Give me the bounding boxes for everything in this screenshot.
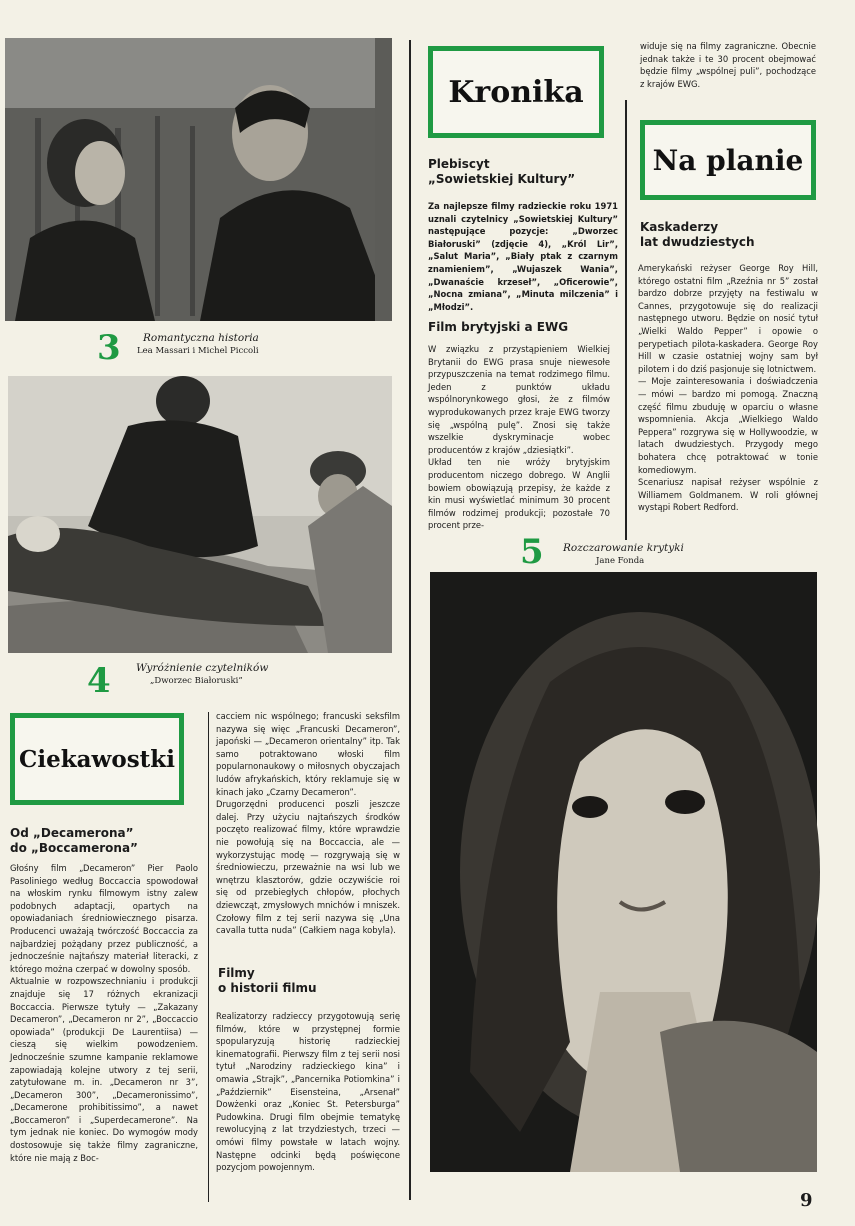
naplanie-badge: Na planie: [640, 120, 816, 200]
kronika-headline-ewg: Film brytyjski a EWG: [428, 320, 569, 334]
photo-romantyczna-historia: [5, 38, 392, 321]
column-rule-bottom-left: [208, 712, 209, 1202]
photo-4-number: 4: [87, 661, 111, 701]
column-rule-right: [625, 100, 627, 540]
kronika-text-ewg-cont: widuje się na filmy zagraniczne. Obecnie jednak także i te 30 procent obejmować będzie filmy „wspólnej puli”, pochodzące z krajów EWG.: [640, 41, 816, 89]
photo-5-title: Rozczarowanie krytyki: [563, 542, 684, 554]
photo-3-credit: Lea Massari i Michel Piccoli: [137, 346, 259, 356]
photo-5-number: 5: [520, 532, 544, 572]
photo-5-credit: Jane Fonda: [596, 556, 645, 566]
naplanie-text: Amerykański reżyser George Roy Hill, którego ostatni film „Rzeźnia nr 5” został bardzo dobrze przyjęty na festiwalu w Cannes, przygotowuje się do realizacji następnego utworu. Będzie on nosić tytuł „Wielki Waldo Pepper” i opowie o perypetiach pilota-kaskadera. George Roy Hill w czasie ostatniej wojny sam był pilotem i do dziś pasjonuje się lotnictwem. — Moje zainteresowania i doświadczenia — mówi — bardzo mi pomogą. Znaczną część filmu zbuduję w oparciu o własne wspomnienia. Akcja „Wielkiego Waldo Peppera” rozgrywa się w Hollywoodzie, w latach dwudziestych. Przygody mego bohatera chcę potraktować w tonie komediowym. Scenariusz napisał reżyser wspólnie z Williamem Goldmanem. W roli głównej wystąpi Robert Redford.: [638, 263, 818, 513]
photo-jane-fonda: [430, 572, 817, 1172]
photo-4-title: Wyróżnienie czytelników: [136, 662, 269, 674]
ciekawostki-text-cont: cacciem nic wspólnego; francuski seksfilm nazywa się więc „Francuski Decameron”, japoński — „Decameron orientalny” itp. Tak samo potraktowano włoski film popularnonaukowy o miłosnych obyczajach ludów afrykańskich, który reklamuje się w kinach jako „Czarny Decameron”. Drugorzędni producenci poszli jeszcze dalej. Przy użyciu najtańszych środków poczęto realizować filmy, które wprawdzie nie powołują się na Boccaccia, ale — wykorzystując modę — rozgrywają się w średniowieczu, przeważnie na wsi lub we wnętrzu klasztorów, gdzie oczywiście roi się od przebiegłych chłopów, płochych dziewcząt, zmysłowych mnichów i mniszek. Czołowy film z tej serii nazywa się „Una cavalla tutta nuda” (Całkiem naga kobyla).: [216, 711, 400, 936]
ciekawostki-headline: Od „Decamerona” do „Boccamerona”: [10, 826, 138, 855]
photo-3-number: 3: [97, 328, 121, 368]
kronika-badge: Kronika: [428, 46, 604, 138]
photo-wyroznienie-czytelnikow: [8, 376, 392, 653]
naplanie-headline: Kaskaderzy lat dwudziestych: [640, 220, 755, 249]
photo-4-credit: „Dworzec Białoruski”: [150, 676, 243, 686]
ciekawostki-badge: Ciekawostki: [10, 713, 184, 805]
filmy-headline: Filmy o historii filmu: [218, 966, 317, 995]
kronika-headline-plebiscyt: Plebiscyt „Sowietskiej Kultury”: [428, 157, 576, 186]
ciekawostki-text: Głośny film „Decameron” Pier Paolo Pasoliniego według Boccaccia spowodował na włoskim rynku filmowym istny zalew podobnych adaptacji, opartych na opowiadaniach średniowiecznego pisarza. Producenci uważają twórczość Boccaccia za najbardziej pożądany przez publiczność, a jednocześnie najtańszy materiał literacki, z którego można czerpać w dowolny sposób. Aktualnie w rozpowszechnianiu i produkcji znajduje się 17 różnych ekranizacji Boccaccia. Pierwsze tytuły — „Zakazany Decameron”, „Decameron nr 2”, „Boccaccio opowiada” (produkcji De Laurentiisa) — cieszą się wielkim powodzeniem. Jednocześnie szumne kampanie reklamowe zapowiadają kolejne utwory z tej serii, zatytułowane m. in. „Decameron nr 3”, „Decameron 300”, „Decameronissimo”, „Decamerone prohibitissimo”, a nawet „Boccameron” i „Superdecamerone”. Na tym jednak nie koniec. Do wymogów mody dostosowuje się także filmy zagraniczne, które nie mają z Boc-: [10, 863, 198, 1163]
column-rule-left: [409, 40, 411, 1200]
kronika-text-ewg: W związku z przystąpieniem Wielkiej Brytanii do EWG prasa snuje niewesołe przypuszczenia na temat rodzimego filmu. Jeden z punktów układu wspólnorynkowego głosi, że z filmów wyprodukowanych przez kraje EWG tworzy się „wspólną pulę”. Znosi się także wszelkie dyskryminacje wobec producentów z krajów „dziesiątki”. Układ ten nie wróży brytyjskim producentom niczego dobrego. W Anglii bowiem obowiązują przepisy, że każde z kin musi wyświetlać minimum 30 procent filmów rodzimej produkcji; pozostałe 70 procent prze-: [428, 344, 610, 531]
filmy-text: Realizatorzy radzieccy przygotowują serię filmów, które w przystępnej formie spopularyzują historię radzieckiej kinematografii. Pierwszy film z tej serii nosi tytuł „Narodziny radzieckiego kina” i omawia „Strajk”, „Pancernika Potiomkina” i „Październik” Eisensteina, „Arsenał” Dowżenki oraz „Koniec St. Petersburga” Pudowkina. Drugi film obejmie tematykę rewolucyjną z lat trzydziestych, trzeci — omówi filmy powstałe w latach wojny. Następne odcinki będą poświęcone pozycjom powojennym.: [216, 1011, 400, 1173]
photo-3-title: Romantyczna historia: [143, 332, 259, 344]
page-number: 9: [800, 1190, 813, 1211]
kronika-text-plebiscyt: Za najlepsze filmy radzieckie roku 1971 uznali czytelnicy „Sowietskiej Kultury” następujące pozycje: „Dworzec Białoruski” (zdjęcie 4), „Król Lir”, „Salut Maria”, „Biały ptak z czarnym znamieniem”, „Wujaszek Wania”, „Dwanaście krzeseł”, „Oficerowie”, „Nocna zmiana”, „Minuta milczenia” i „Młodzi”.: [428, 201, 618, 312]
